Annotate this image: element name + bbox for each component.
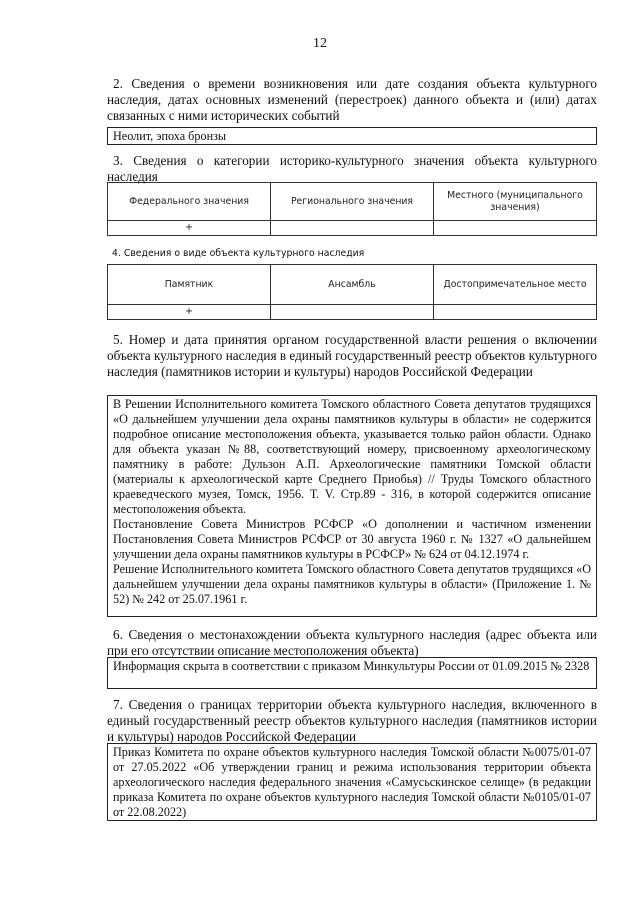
type-header-landmark: Достопримечательное место [434,265,597,305]
category-header-regional: Регионального значения [271,183,434,221]
category-mark-local [434,221,597,236]
section-7-value: Приказ Комитета по охране объектов культурного наследия Томской области №0075/01-07 от 27.05.2022 «Об утверждении границ и режима использования территории объекта археологического наследия федерального значения «Самусьскинское селище» (в редакции приказа Комитета по охране объектов культурного наследия Томской области №0105/01-07 от 22.08.2022) [107,743,597,821]
type-table [107,264,597,320]
section-7-heading: 7. Сведения о границах территории объекта культурного наследия, включенного в единый государственный реестр объектов культурного наследия (памятников истории и культуры) народов Российской Федерации [107,697,597,744]
category-table [107,182,597,236]
decision-paragraph-3: Решение Исполнительного комитета Томского областного Совета депутатов трудящихся «О дальнейшем улучшении дела охраны памятников культуры в области» (Приложение 1. № 52) № 242 от 25.07.1961 г. [113,562,591,606]
decision-paragraph-2: Постановление Совета Министров РСФСР «О дополнении и частичном изменении Постановления Совета Министров РСФСР от 30 августа 1960 г. № 1327 «О дальнейшем улучшении дела охраны памятников культуры в РСФСР» № 624 от 04.12.1974 г. [113,517,591,561]
page-number: 12 [313,36,327,51]
category-header-local: Местного (муниципального значения) [434,183,597,221]
decision-paragraph-1: В Решении Исполнительного комитета Томского областного Совета депутатов трудящихся «О дальнейшем улучшении дела охраны памятников культуры в области» не содержится подробное описание местоположения объекта, указывается только район области. Однако для объекта указан №88, соответствующий номеру, присвоенному археологическому памятнику в работе: Дульзон А.П. Археологические памятники Томской области (материалы к археологической карте Среднего Приобья) // Труды Томского областного краеведческого музея, Томск, 1956. Т. V. Стр.89 - 316, в которой содержится описание местоположения объекта. [113,397,591,516]
type-header-ensemble: Ансамбль [271,265,434,305]
section-6-value: Информация скрыта в соответствии с приказом Минкультуры России от 01.09.2015 № 2328 [107,657,597,689]
type-mark-landmark [434,305,597,320]
section-4-heading: 4. Сведения о виде объекта культурного наследия [112,248,365,259]
section-2-value: Неолит, эпоха бронзы [107,127,597,145]
section-5-value [107,395,597,617]
section-6-heading: 6. Сведения о местонахождении объекта культурного наследия (адрес объекта или при его отсутствии описание местоположения объекта) [107,627,597,658]
section-3-heading: 3. Сведения о категории историко-культурного значения объекта культурного наследия [107,153,597,184]
type-mark-ensemble [271,305,434,320]
type-header-monument: Памятник [108,265,271,305]
category-header-federal: Федерального значения [108,183,271,221]
category-mark-regional [271,221,434,236]
section-5-heading: 5. Номер и дата принятия органом государственной власти решения о включении объекта культурного наследия в единый государственный реестр объектов культурного наследия (памятников истории и культуры) народов Российской Федерации [107,332,597,379]
section-2-heading: 2. Сведения о времени возникновения или дате создания объекта культурного наследия, датах основных изменений (перестроек) данного объекта и (или) датах связанных с ними исторических событий [107,76,597,123]
category-mark-federal: + [108,221,271,236]
type-mark-monument: + [108,305,271,320]
